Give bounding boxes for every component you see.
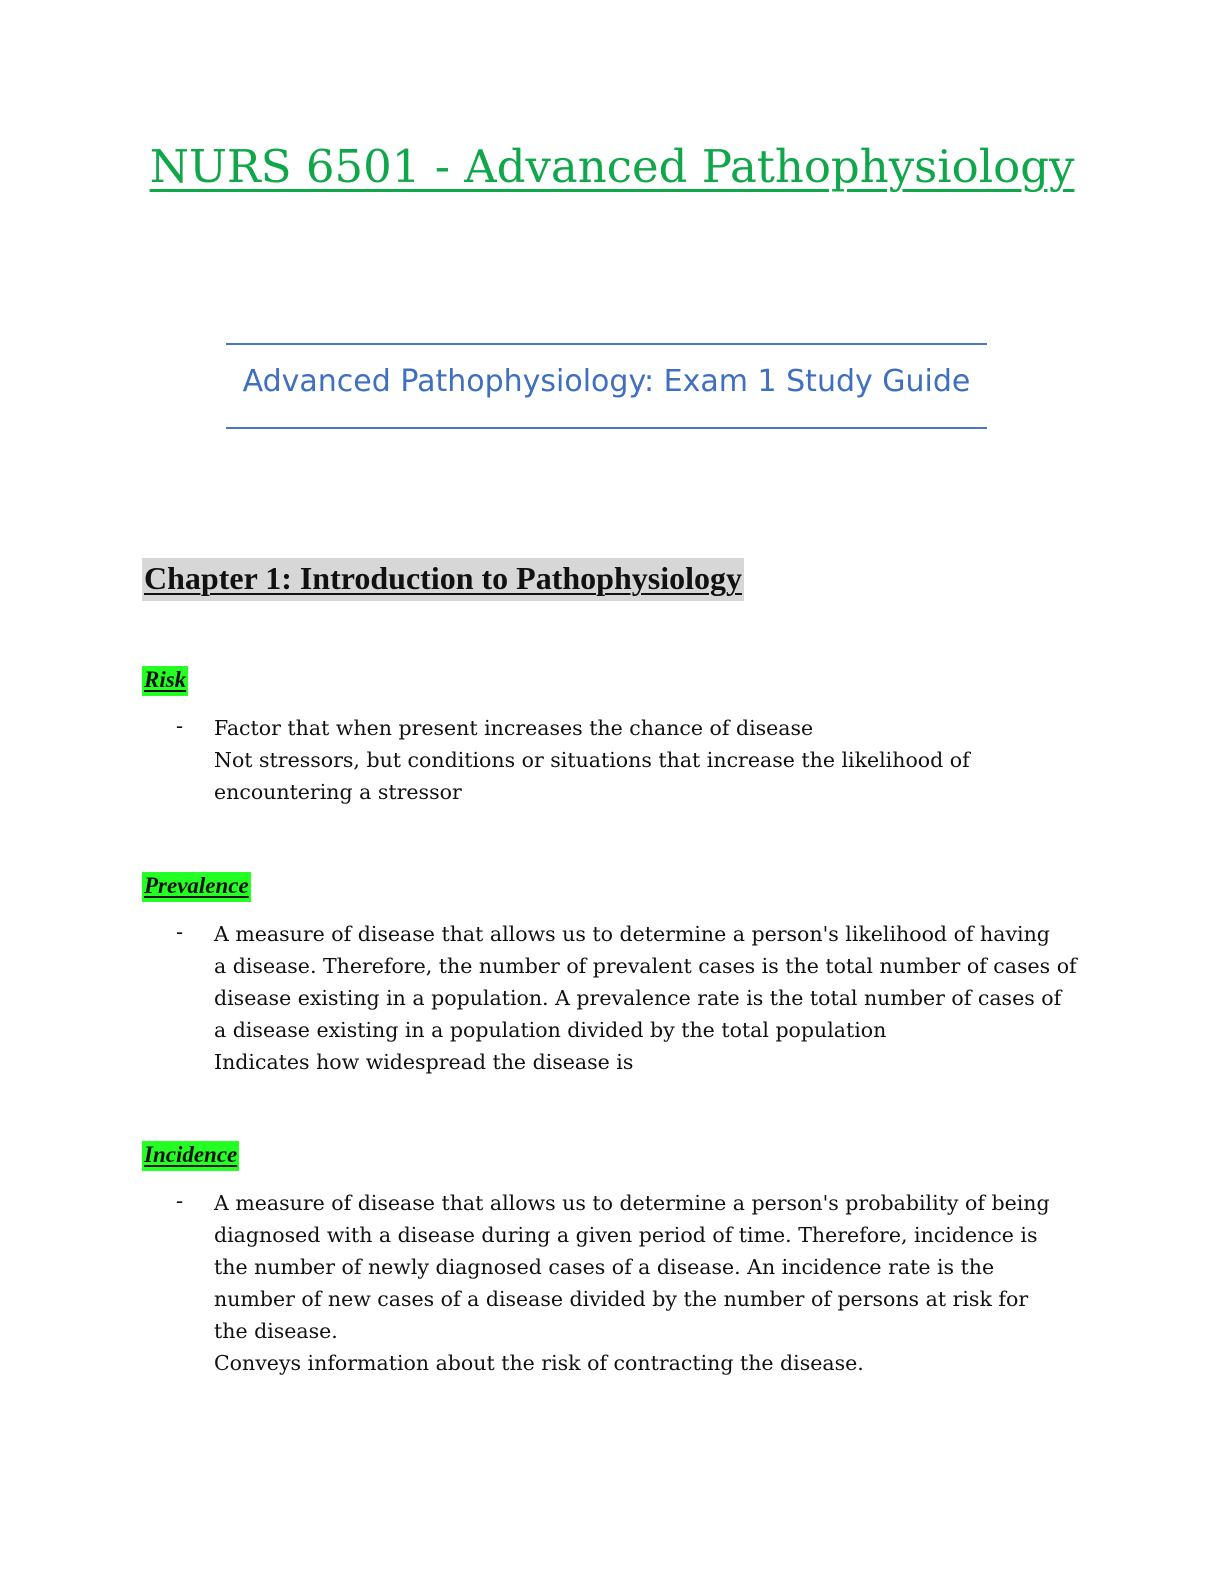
definition-line: a disease existing in a population divided by the total population — [214, 1018, 887, 1042]
definition-line: A measure of disease that allows us to determine a person's probability of being — [214, 1191, 1050, 1215]
definition-line: number of new cases of a disease divided by the number of persons at risk for — [214, 1287, 1029, 1311]
document-title: NURS 6501 - Advanced Pathophysiology — [149, 140, 1075, 193]
definition-line: the disease. — [214, 1319, 338, 1343]
definition-line: the number of newly diagnosed cases of a disease. An incidence rate is the — [214, 1255, 995, 1279]
bullet-dash: - — [176, 1189, 184, 1213]
bullet-dash: - — [176, 920, 184, 944]
document-subtitle: Advanced Pathophysiology: Exam 1 Study Guide — [242, 364, 971, 399]
bullet-dash: - — [176, 714, 184, 738]
subtitle-bottom-rule — [226, 427, 987, 429]
subtitle-top-rule — [226, 343, 987, 345]
term-prevalence: Prevalence — [142, 872, 251, 902]
definition-line: Indicates how widespread the disease is — [214, 1050, 634, 1074]
definition-prevalence — [214, 918, 1084, 1078]
definition-line: Conveys information about the risk of contracting the disease. — [214, 1351, 864, 1375]
definition-incidence — [214, 1187, 1084, 1379]
definition-line: Factor that when present increases the chance of disease — [214, 716, 814, 740]
definition-risk — [214, 712, 1084, 808]
definition-line: Not stressors, but conditions or situations that increase the likelihood of — [214, 748, 970, 772]
definition-line: diagnosed with a disease during a given period of time. Therefore, incidence is — [214, 1223, 1038, 1247]
term-incidence: Incidence — [142, 1141, 239, 1171]
definition-line: disease existing in a population. A prevalence rate is the total number of cases of — [214, 986, 1062, 1010]
definition-line: encountering a stressor — [214, 780, 462, 804]
definition-line: a disease. Therefore, the number of prevalent cases is the total number of cases of — [214, 954, 1077, 978]
term-risk: Risk — [142, 666, 188, 696]
chapter-heading: Chapter 1: Introduction to Pathophysiology — [142, 558, 744, 601]
definition-line: A measure of disease that allows us to determine a person's likelihood of having — [214, 922, 1050, 946]
